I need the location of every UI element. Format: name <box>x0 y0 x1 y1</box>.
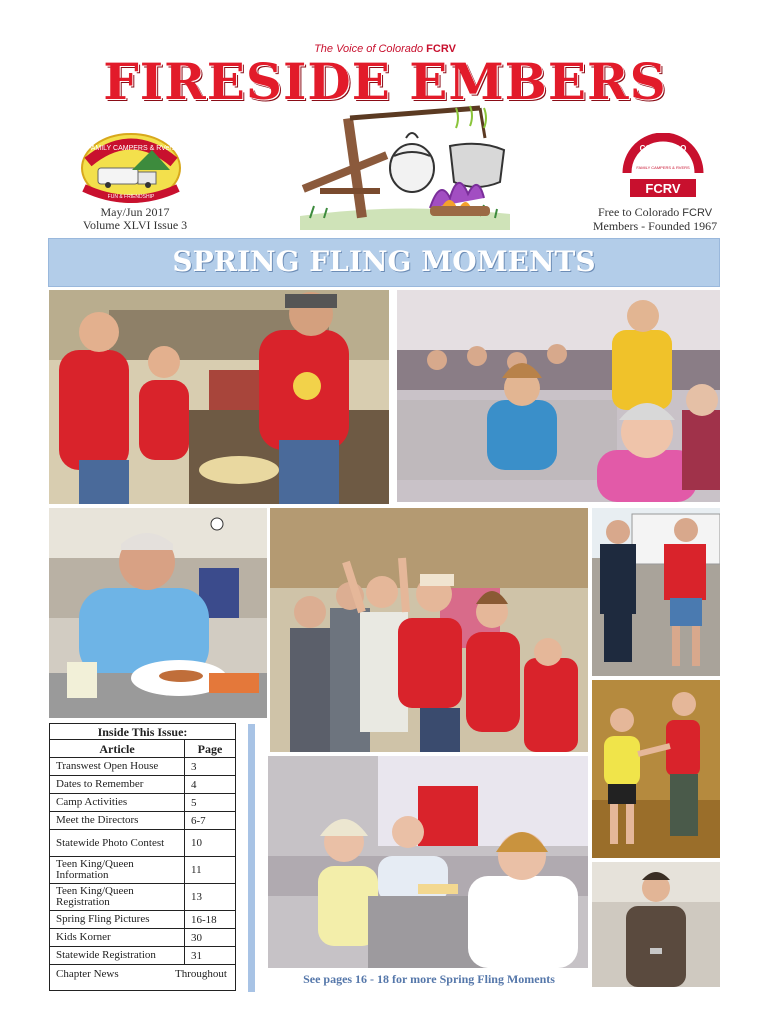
table-of-contents <box>49 723 236 991</box>
photo-officer-outdoors <box>592 508 720 676</box>
toc-page: 3 <box>191 760 197 773</box>
logo-left-sub: FUN & FRIENDSHIP <box>107 194 155 200</box>
toc-row[interactable] <box>50 812 235 830</box>
toc-article: Statewide Registration <box>50 947 185 964</box>
toc-article: Statewide Photo Contest <box>50 830 185 856</box>
toc-page: 5 <box>191 796 197 809</box>
toc-article: Teen King/Queen Information <box>50 857 185 883</box>
toc-article: Teen King/Queen Registration <box>50 884 185 910</box>
issue-date: May/Jun 2017 <box>100 205 170 219</box>
toc-page: 16-18 <box>191 913 217 926</box>
free-brand: FCRV <box>682 207 713 219</box>
members-text: Members - Founded 1967 <box>592 219 718 233</box>
toc-page: 10 <box>191 837 202 849</box>
masthead-tagline: The Voice of Colorado FCRV <box>314 43 456 55</box>
toc-row[interactable] <box>50 794 235 812</box>
toc-page: 30 <box>191 931 202 944</box>
toc-row[interactable] <box>50 965 235 983</box>
toc-row[interactable] <box>50 947 235 965</box>
toc-page: 13 <box>191 891 202 903</box>
photo-ladies-at-table <box>268 756 588 968</box>
toc-page: 11 <box>191 864 202 876</box>
issue-volume: Volume XLVI Issue 3 <box>82 218 188 232</box>
toc-article-with-page <box>50 965 235 983</box>
photo-man-with-plate <box>49 508 267 718</box>
toc-page: Throughout <box>175 967 227 980</box>
toc-row[interactable] <box>50 776 235 794</box>
toc-article: Meet the Directors <box>50 812 185 829</box>
logo-right-brand: FCRV <box>645 181 681 196</box>
logo-right-top: COLORADO <box>639 144 687 153</box>
toc-page: 4 <box>191 778 197 791</box>
toc-row[interactable] <box>50 911 235 929</box>
toc-article: Transwest Open House <box>50 758 185 775</box>
free-text: Free to Colorado <box>597 205 680 219</box>
decorative-bar <box>248 724 255 992</box>
fcrv-family-logo <box>80 128 182 206</box>
toc-row[interactable] <box>50 929 235 947</box>
toc-page: 6-7 <box>191 814 206 827</box>
toc-article: Spring Fling Pictures <box>50 911 185 928</box>
colorado-fcrv-logo <box>622 133 704 205</box>
toc-row[interactable] <box>50 830 235 857</box>
section-banner <box>48 238 720 287</box>
photo-young-man <box>592 862 720 987</box>
photo-dining-crowd <box>397 290 720 502</box>
toc-title: Inside This Issue: <box>50 724 235 740</box>
issue-info <box>70 206 200 232</box>
banner-title: SPRING FLING MOMENTS <box>172 245 596 278</box>
toc-header-page: Page <box>197 742 223 756</box>
campfire-illustration <box>280 98 520 230</box>
logo-right-mid: FAMILY CAMPERS & RVERS <box>636 165 690 170</box>
logo-left-text: FAMILY CAMPERS & RVers <box>86 145 176 152</box>
toc-header-row <box>50 740 235 758</box>
toc-row[interactable] <box>50 758 235 776</box>
photo-group-cheering <box>270 508 588 752</box>
newsletter-title: FIRESIDE EMBERS <box>103 52 667 111</box>
toc-article: Chapter News <box>56 967 119 980</box>
distribution-info <box>580 206 730 233</box>
toc-article: Kids Korner <box>50 929 185 946</box>
toc-row[interactable] <box>50 884 235 911</box>
toc-page: 31 <box>191 949 202 962</box>
photo-buffet-line <box>49 290 389 504</box>
photo-dancing-couple <box>592 680 720 858</box>
toc-article: Camp Activities <box>50 794 185 811</box>
photo-caption: See pages 16 - 18 for more Spring Fling Moments <box>303 972 555 986</box>
toc-article: Dates to Remember <box>50 776 185 793</box>
toc-row[interactable] <box>50 857 235 884</box>
toc-header-article: Article <box>50 740 185 757</box>
